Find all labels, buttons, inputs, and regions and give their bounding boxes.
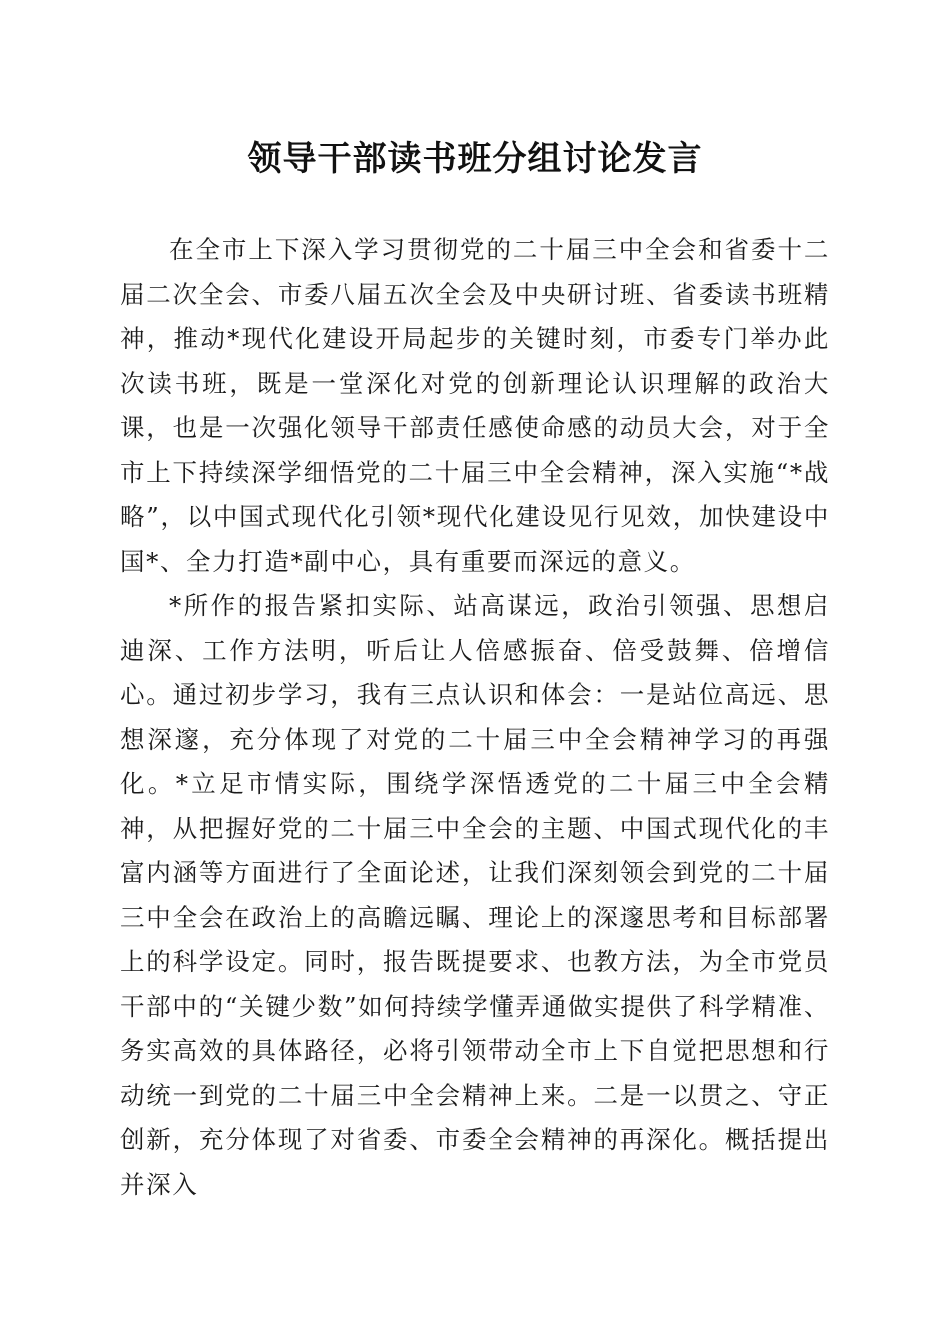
paragraph-1: 在全市上下深入学习贯彻党的二十届三中全会和省委十二届二次全会、市委八届五次全会及中央研讨班、省委读书班精神，推动*现代化建设开局起步的关键时刻，市委专门举办此次读书班，既是一堂深化对党的创新理论认识理解的政治大课，也是一次强化领导干部责任感使命感的动员大会，对于全市上下持续深学细悟党的二十届三中全会精神，深入实施“*战略”，以中国式现代化引领*现代化建设见行见效，加快建设中国*、全力打造*副中心，具有重要而深远的意义。 — [120, 235, 830, 576]
document-title: 领导干部读书班分组讨论发言 — [247, 139, 703, 179]
document-body — [120, 228, 830, 1207]
paragraph-2: *所作的报告紧扣实际、站高谋远，政治引领强、思想启迪深、工作方法明，听后让人倍感振奋、倍受鼓舞、倍增信心。通过初步学习，我有三点认识和体会：一是站位高远、思想深邃，充分体现了对党的二十届三中全会精神学习的再强化。*立足市情实际，围绕学深悟透党的二十届三中全会精神，从把握好党的二十届三中全会的主题、中国式现代化的丰富内涵等方面进行了全面论述，让我们深刻领会到党的二十届三中全会在政治上的高瞻远瞩、理论上的深邃思考和目标部署上的科学设定。同时，报告既提要求、也教方法，为全市党员干部中的“关键少数”如何持续学懂弄通做实提供了科学精准、务实高效的具体路径，必将引领带动全市上下自觉把思想和行动统一到党的二十届三中全会精神上来。二是一以贯之、守正创新，充分体现了对省委、市委全会精神的再深化。概括提出并深入 — [120, 591, 830, 1199]
